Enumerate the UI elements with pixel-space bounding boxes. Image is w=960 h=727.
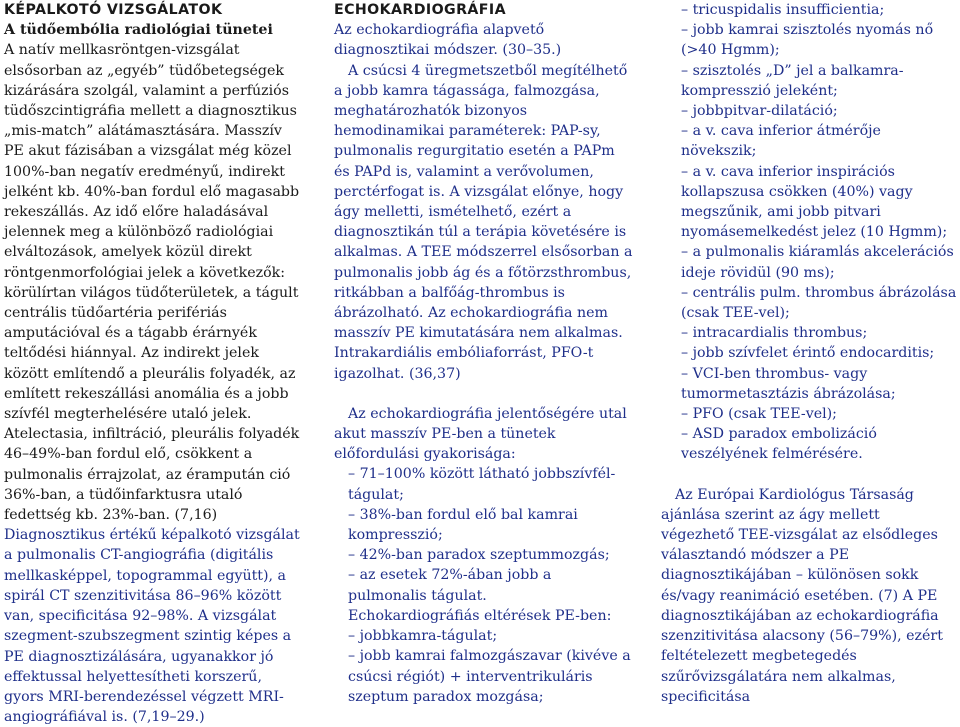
paragraph-mellkasrontgen: A natív mellkasröntgen-vizsgálat elsősorban az „egyéb” tüdőbetegségek kizárására szolgál, valamint a perfúziós tüdőszcintigráfia mellett a diagnosztikus „mis-match” alátámasztására. Masszív PE akut fázisában a vizsgálat még közel 100%-ban negatív eredményű, indirekt jelként kb. 40%-ban fordul elő magasabb rekeszállás. Az idő előre haladásával jelennek meg a különböző radiológiai elváltozások, amelyek közül direkt röntgenmorfológiai jelek a következők: körülírtan világos tüdőterületek, a tágult centrális tüdőartéria perifériás amputációval és a tágabb érárnyék teltődési hiánnyal. Az indirekt jelek között említendő a pleurális folyadék, az említett rekeszállási anomália és a jobb szívfél megterhelésére utaló jelek. Atelectasia, infiltráció, pleurális folyadék 46–49%-ban fordul elő, csökkent a pulmonalis érrajzolat, az érampután ció 36%-ban, a tüdőinfarktusra utaló fedettség kb. 23%-ban. (7,16) [4,42,300,524]
list-item: – 42%-ban paradox szeptummozgás; [348,547,610,564]
list-item: – 71–100% között látható jobbszívfél-tágulat; [348,466,616,503]
list-item: – jobb kamrai szisztolés nyomás nő (>40 Hgmm); [681,22,934,59]
list-item: – centrális pulm. thrombus ábrázolása (csak TEE-vel); [681,284,957,322]
section-heading-kepalkoto: KÉPALKOTÓ VIZSGÁLATOK [4,2,223,18]
elteresek-list-continued [661,0,957,465]
subheading-radiologiai-tunetek: A tüdőembólia radiológiai tünetei [4,22,273,39]
list-item: – tricuspidalis insufficientia; [681,2,885,18]
list-item: – jobbkamra-tágulat; [348,628,498,645]
column-1 [4,0,302,727]
list-item: – intracardialis thrombus; [681,325,868,342]
paragraph-jelentoseg: Az echokardiográfia jelentőségére utal akut masszív PE-ben a tünetek előfordulási gyakorisága: [334,405,627,463]
subheading-echo-modszer: Az echokardiográfia alapvető diagnosztikai módszer. (30–35.) [334,22,562,59]
column-2 [334,0,634,707]
paragraph-ct-angiografia: Diagnosztikus értékű képalkotó vizsgálat a pulmonalis CT-angiográfia (digitális mellkasképpel, topogrammal együtt), a spirál CT szenzitivitása 86–96% között van, specificitása 92–98%. A vizsgálat szegment-szubszegment szintig képes a PE diagnosztizálására, ugyanakkor jó effektussal helyettesítheti korszerű, gyors MRI-berendezéssel végzett MRI-angiográfiával is. (7,19–29.) [4,527,300,726]
list-item: – a v. cava inferior átmérője növekszik; [681,123,881,160]
paragraph-europai-ajanlas: Az Európai Kardiológus Társaság ajánlása szerint az ágy mellett végezhető TEE-vizsgálat az elsődleges választandó módszer a PE diagnosztikájában – különösen sokk és/vagy reanimáció esetében. (7) A PE diagnosztikájában az echokardiográfia szenzitivitása alacsony (56–79%), ezért feltételezett megbetegedés szűrővizsgálatára nem alkalmas, specificitása [661,486,943,705]
list-item: – VCI-ben thrombus- vagy tumormetasztázis ábrázolása; [681,365,896,402]
list-item: – jobb szívfelet érintő endocarditis; [681,345,935,362]
list-item: – PFO (csak TEE-vel); [681,406,837,423]
list-item: – jobbpitvar-dilatáció; [681,103,838,120]
list-item: – a v. cava inferior inspirációs kollapszusa csökken (40%) vagy megszűnik, ami jobb pitvari nyomásemelkedést jelez (10 Hgmm); [681,163,948,241]
paragraph-csucsi-metszet: A csúcsi 4 üregmetszetből megítélhető a jobb kamra tágassága, falmozgása, meghatározhatók bizonyos hemodinamikai paraméterek: PAP-sy, pulmonalis regurgitatio esetén a PAPm és PAPd is, valamint a verővolumen, perctérfogat is. A vizsgálat előnye, hogy ágy melletti, ismételhető, ezért a diagnosztikán túl a terápia követésére is alkalmas. A TEE módszerrel elsősorban a pulmonalis jobb ág és a főtörzsthrombus, ritkábban a balfőág-thrombus is ábrázolható. Az echokardiográfia nem masszív PE kimutatására nem alkalmas. Intrakardiális embóliaforrást, PFO-t igazolhat. (36,37) [334,62,633,382]
list-item: – 38%-ban fordul elő bal kamrai kompresszió; [348,506,578,544]
list-item: – jobb kamrai falmozgászavar (kivéve a csúcsi régiót) + interventrikuláris szeptum paradox mozgása; [348,648,631,705]
list-item: – a pulmonalis kiáramlás akcelerációs ideje rövidül (90 ms); [681,244,954,281]
column-3 [661,0,957,707]
list-item: – szisztolés „D” jel a balkamra-kompresszió jeleként; [681,62,904,99]
section-heading-echokardiografia: ECHOKARDIOGRÁFIA [334,2,506,18]
elteresek-list [334,626,634,707]
list-item: – ASD paradox embolizáció veszélyének felmérésére. [681,426,877,463]
frequency-list [334,464,634,605]
paragraph-elteresek: Echokardiográfiás eltérések PE-ben: [348,607,612,624]
list-item: – az esetek 72%-ában jobb a pulmonalis tágulat. [348,567,552,604]
